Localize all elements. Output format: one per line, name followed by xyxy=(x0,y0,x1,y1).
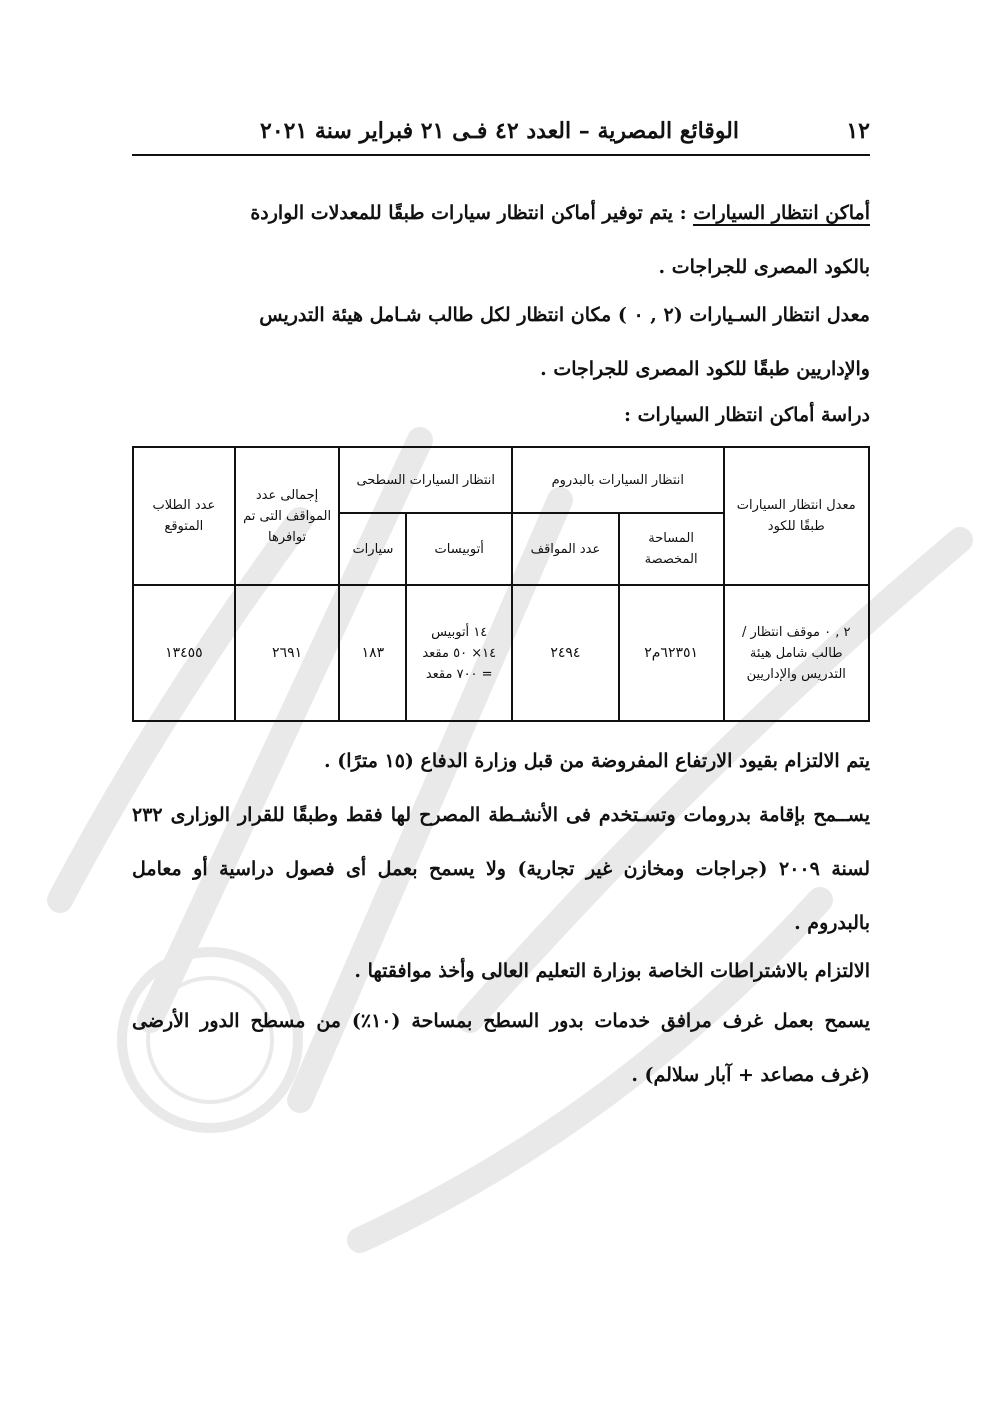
header-surface-parking: انتظار السيارات السطحى xyxy=(339,447,512,513)
higher-education-paragraph: الالتزام بالاشتراطات الخاصة بوزارة التعليم العالى وأخذ موافقتها . xyxy=(354,960,870,982)
basement-paragraph: يســمح بإقامة بدرومات وتسـتخدم فى الأنشـطة المصرح لها فقط وطبقًا للقرار الوزارى ٢٣٢ لسنة ٢٠٠٩ (جراجات ومخازن غير تجارية) ولا يسمح بعمل أى فصول دراسية أو معامل بالبدروم . xyxy=(132,804,870,934)
section-heading: أماكن انتظار السيارات xyxy=(693,202,870,224)
cell-total: ٢٦٩١ xyxy=(235,585,340,721)
header-rate: معدل انتظار السيارات طبقًا للكود xyxy=(724,447,870,585)
buses-count: ١٤ أتوبيس xyxy=(431,624,488,640)
header-basement-parking: انتظار السيارات بالبدروم xyxy=(512,447,723,513)
rate-line-1: معدل انتظار السـيارات (٢ , ٠ ) مكان انتظار لكل طالب شـامل هيئة التدريس xyxy=(259,304,870,326)
cell-area: ٦٢٣٥١م٢ xyxy=(619,585,724,721)
section-text-continued: بالكود المصرى للجراجات . xyxy=(658,256,870,278)
cell-cars: ١٨٣ xyxy=(339,585,406,721)
page-header xyxy=(132,112,870,152)
header-allocated-area: المساحة المخصصة xyxy=(619,513,724,585)
cell-students: ١٣٤٥٥ xyxy=(133,585,235,721)
buses-seats-total: = ٧٠٠ مقعد xyxy=(425,666,493,682)
cell-rate: ٢ , ٠ موقف انتظار / طالب شامل هيئة التدريس والإداريين xyxy=(724,585,870,721)
buses-seats-calc: ١٤× ٥٠ مقعد xyxy=(422,645,497,661)
roof-services-paragraph: يسمح بعمل غرف مرافق خدمات بدور السطح بمساحة (١٠٪) من مسطح الدور الأرضى (غرف مصاعد + آبار سلالم) . xyxy=(132,1010,870,1086)
parking-study-table xyxy=(132,446,870,722)
header-spaces-count: عدد المواقف xyxy=(512,513,619,585)
header-buses: أتوبيسات xyxy=(406,513,512,585)
header-expected-students: عدد الطلاب المتوقع xyxy=(133,447,235,585)
section-text: : يتم توفير أماكن انتظار سيارات طبقًا للمعدلات الواردة xyxy=(250,202,694,224)
header-divider xyxy=(132,154,870,156)
height-restriction-paragraph: يتم الالتزام بقيود الارتفاع المفروضة من قبل وزارة الدفاع (١٥ مترًا) . xyxy=(323,750,870,772)
section-parking-spaces xyxy=(132,186,870,294)
page-number: ١٢ xyxy=(846,118,870,144)
gazette-title: الوقائع المصرية – العدد ٤٢ فـى ٢١ فبراير سنة ٢٠٢١ xyxy=(260,118,739,144)
header-cars: سيارات xyxy=(339,513,406,585)
cell-spaces: ٢٤٩٤ xyxy=(512,585,619,721)
rate-line-2: والإداريين طبقًا للكود المصرى للجراجات . xyxy=(540,358,870,380)
table-row xyxy=(133,585,869,721)
section-parking-rate xyxy=(132,288,870,396)
study-heading: دراسة أماكن انتظار السيارات : xyxy=(624,404,870,426)
header-total-spaces: إجمالى عدد المواقف التى تم توافرها xyxy=(235,447,340,585)
cell-buses xyxy=(406,585,512,721)
